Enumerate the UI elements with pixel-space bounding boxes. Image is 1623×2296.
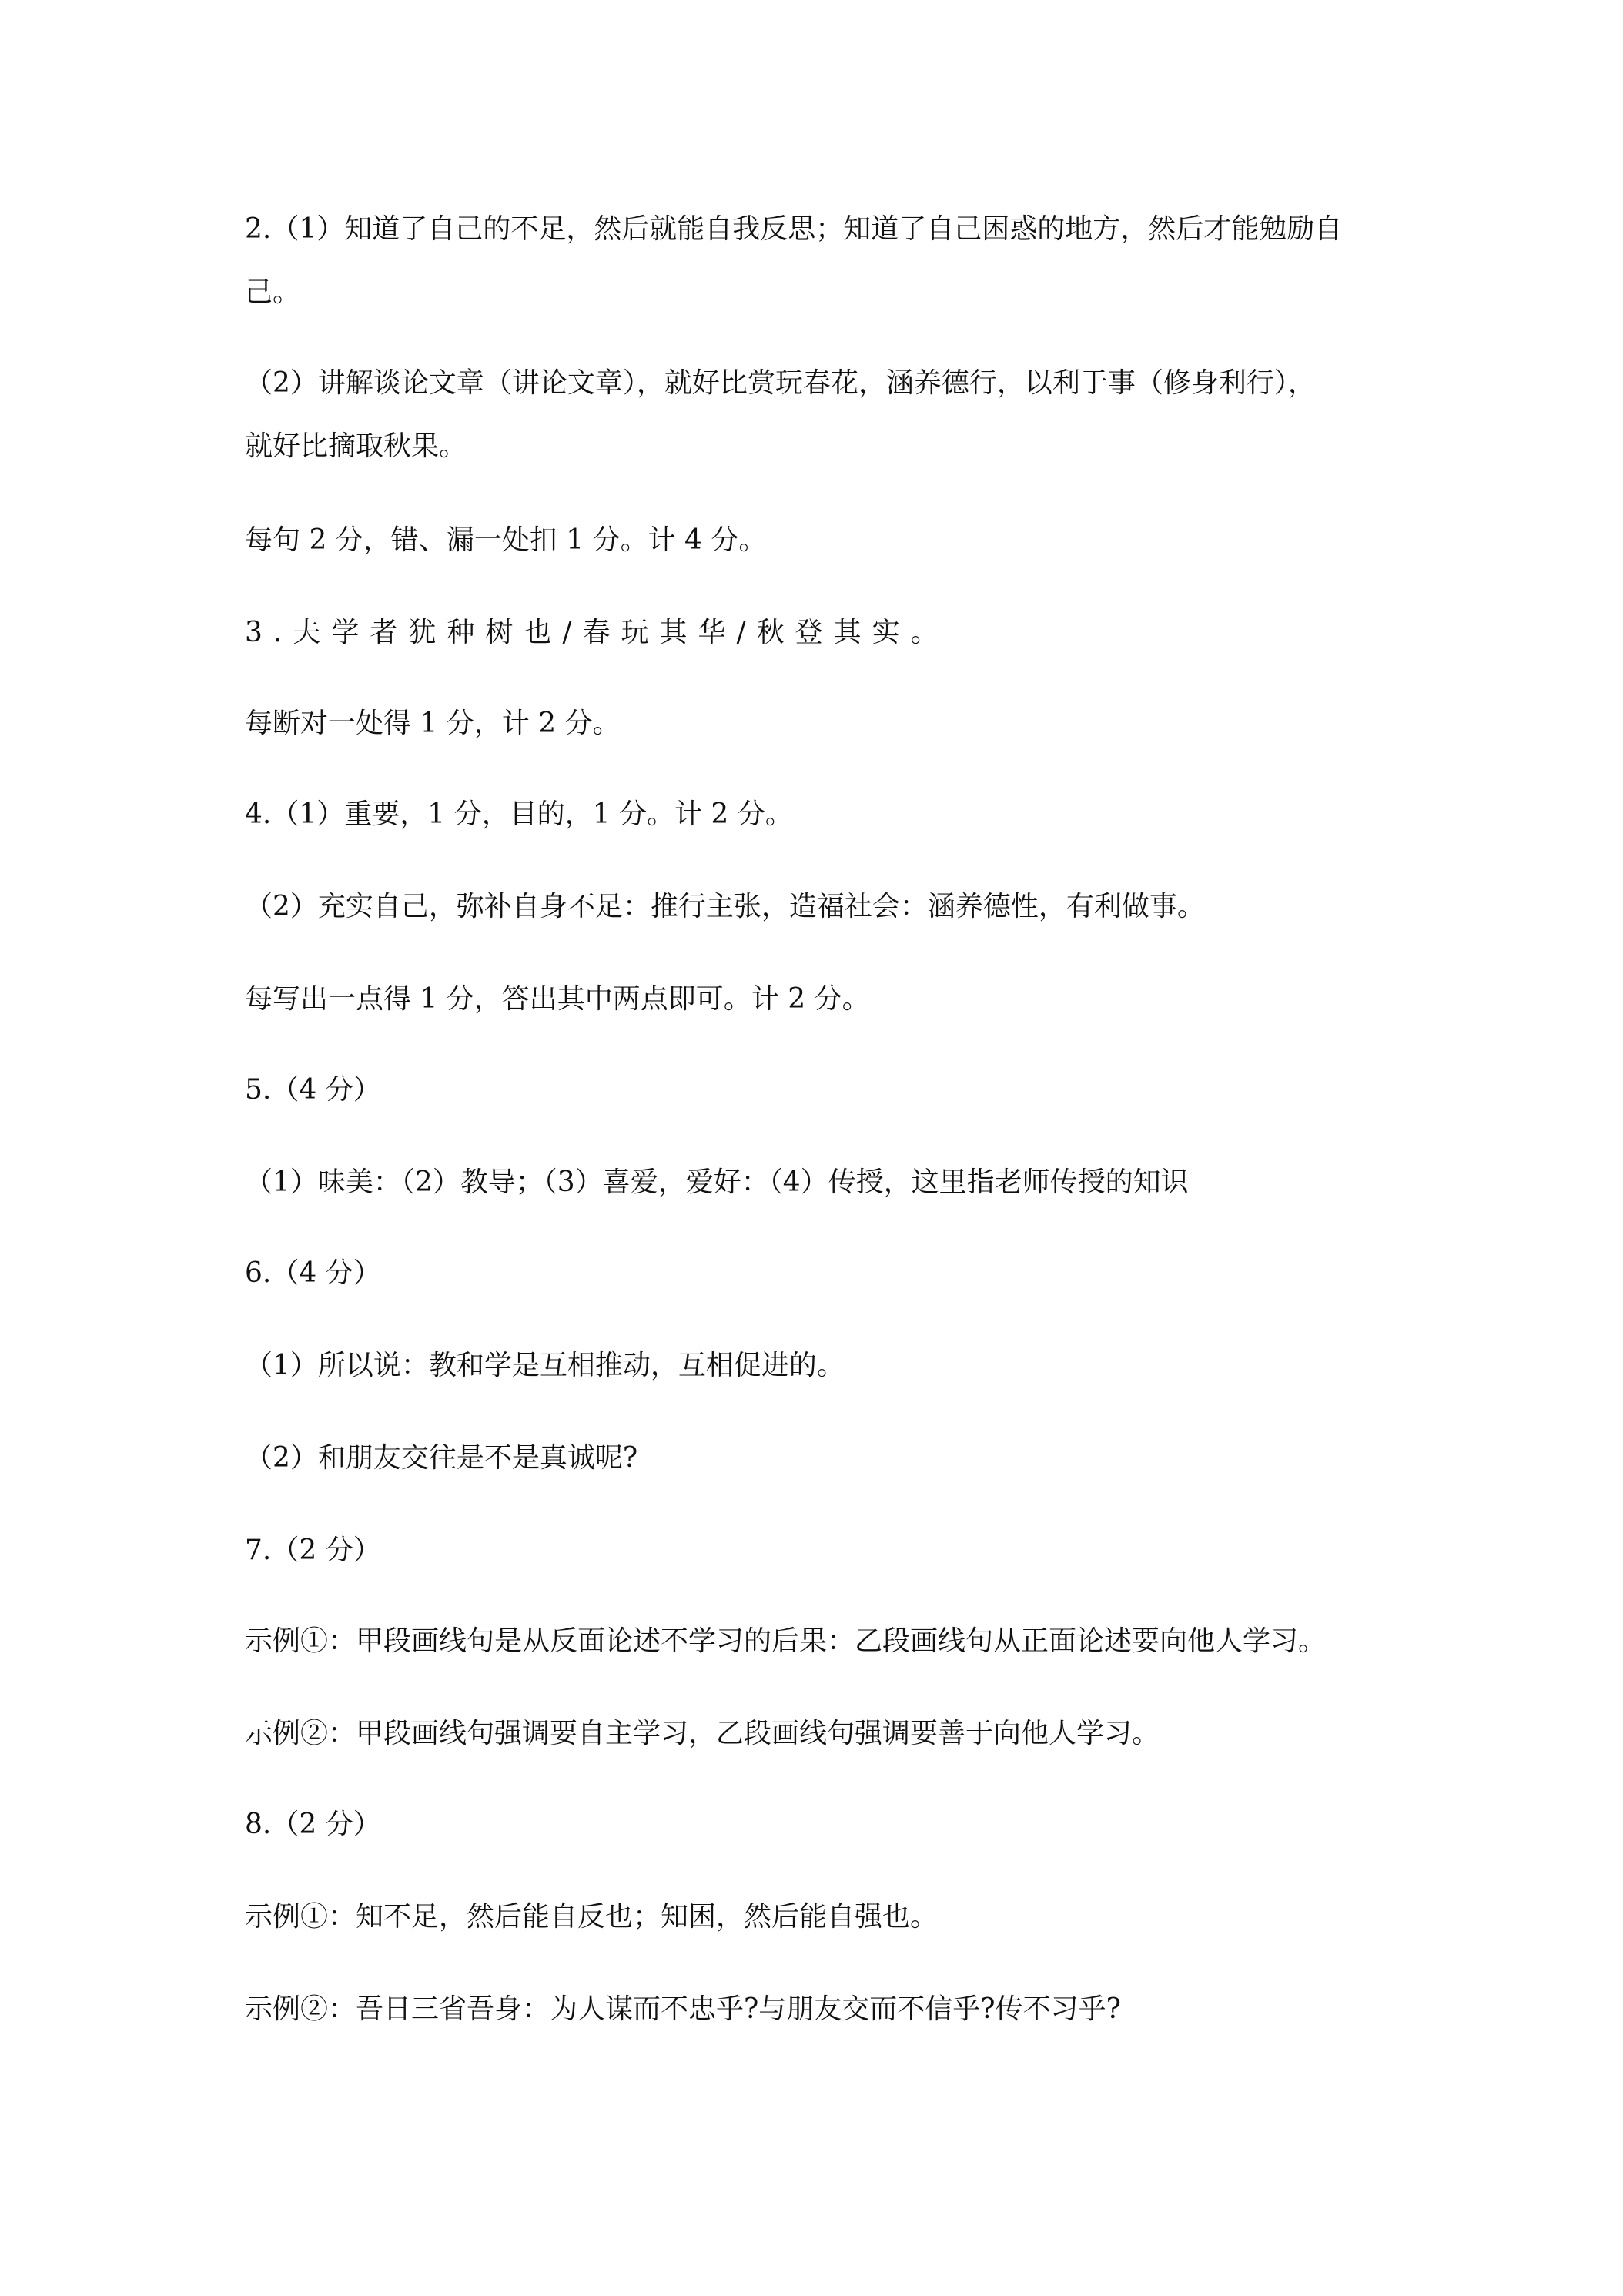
answer-7-header: 7.（2 分） bbox=[245, 1535, 381, 1566]
answer-4-scoring: 每写出一点得 1 分，答出其中两点即可。计 2 分。 bbox=[245, 983, 870, 1015]
answer-5: （1）味美：（2）教导；（3）喜爱，爱好：（4）传授，这里指老师传授的知识 bbox=[245, 1166, 1189, 1198]
answer-7-example1: 示例①：甲段画线句是从反面论述不学习的后果：乙段画线句从正面论述要向他人学习。 bbox=[245, 1625, 1327, 1657]
answer-4-part2: （2）充实自己，弥补自身不足：推行主张，造福社会：涵养德性，有利做事。 bbox=[245, 891, 1205, 922]
answer-3-scoring: 每断对一处得 1 分，计 2 分。 bbox=[245, 708, 621, 739]
answer-6-part2: （2）和朋友交往是不是真诚呢? bbox=[245, 1442, 638, 1474]
answer-8-header: 8.（2 分） bbox=[245, 1809, 381, 1840]
answer-2-part1-line2: 己。 bbox=[245, 276, 301, 308]
answer-8-example1: 示例①：知不足，然后能自反也；知困，然后能自强也。 bbox=[245, 1901, 939, 1933]
answer-2-part2-line2: 就好比摘取秋果。 bbox=[245, 430, 467, 462]
answer-2-part2-line1: （2）讲解谈论文章（讲论文章），就好比赏玩春花，涵养德行，以利于事（修身利行）， bbox=[245, 367, 1316, 399]
answer-7-example2: 示例②：甲段画线句强调要自主学习，乙段画线句强调要善于向他人学习。 bbox=[245, 1718, 1160, 1749]
answer-2-part1-line1: 2.（1）知道了自己的不足，然后就能自我反思；知道了自己困惑的地方，然后才能勉励自 bbox=[245, 213, 1343, 245]
answer-8-example2: 示例②：吾日三省吾身：为人谋而不忠乎?与朋友交而不信乎?传不习乎? bbox=[245, 1993, 1121, 2025]
answer-6-header: 6.（4 分） bbox=[245, 1257, 381, 1289]
answer-6-part1: （1）所以说：教和学是互相推动，互相促进的。 bbox=[245, 1350, 845, 1381]
answer-4-part1: 4.（1）重要，1 分，目的，1 分。计 2 分。 bbox=[245, 798, 793, 830]
answer-5-header: 5.（4 分） bbox=[245, 1074, 381, 1106]
answer-2-scoring: 每句 2 分，错、漏一处扣 1 分。计 4 分。 bbox=[245, 524, 767, 556]
answer-3: 3.夫学者犹种树也/春玩其华/秋登其实。 bbox=[245, 617, 949, 648]
